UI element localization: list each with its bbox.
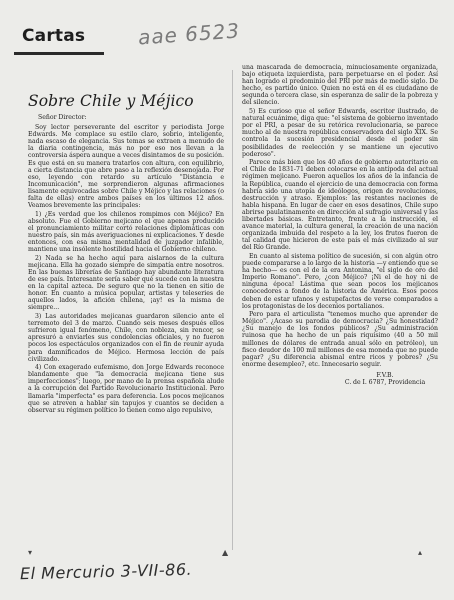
signature-block (242, 372, 438, 386)
article-column-right (242, 64, 438, 386)
paragraph: Pero para el articulista "tenemos mucho que aprender de Méjico". ¿Acaso su parodia de democracia? ¿Su honestidad? ¿Su manejo de los fondos públicos? ¿Su administración ruinosa que ha hecho de un país riquísimo (40 a 50 mil millones de dólares de entrada anual sólo en petróleo), un fisco deudor de 100 mil millones de esa moneda que no puede pagar? ¿Su diferencia abismal entre ricos y pobres? ¿Su enorme desempleo?, etc. Innecesario seguir. (242, 311, 438, 368)
archive-handwritten-note: aae 6523 (137, 18, 241, 50)
article-column-left (28, 114, 224, 415)
paragraph: Parece más bien que los 40 años de gobierno autoritario en el Chile de 1831-71 deben colocarse en la antípoda del actual régimen mejicano. Fueron aquellos los años de la infancia de la República, cuando el ejercicio de una democracia con forma habría sido una utopía de ideólogos, origen de revoluciones, destrucción y atraso. Ejemplos: las restantes naciones de habla hispana. En lugar de caer en esos desatinos, Chile supo abrirse paulatinamente en dirección al sufragio universal y las libertades básicas. Entretanto, frente a la instrucción, el avance material, la cultura general, la creación de una nación organizada imbuida del respeto a la ley, los frutos fueron de tal calidad que hicieron de este país el más civilizado al sur del Río Grande. (242, 159, 438, 252)
paragraph: 3) Las autoridades mejicanas guardaron silencio ante el terremoto del 3 de marzo. Cuando seis meses después ellos sufrieron igual fenómeno, Chile, con nobleza, sin rencor, se apresuró a enviarles sus condolencias oficiales, y no fueron pocos los espectáculos organizados con el fin de reunir ayuda para damnificados de Méjico. Hermosa lección de país civilizado. (28, 313, 224, 363)
print-mark-icon: ▲ (222, 548, 229, 557)
paragraph: 1) ¿Es verdad que los chilenos rompimos con Méjico? En absoluto. Fue el Gobierno mejicano el que apenas producido el pronunciamiento militar cortó relaciones diplomáticas con nuestro país, sin más averiguaciones ni explicaciones. Y desde entonces, con esa misma mentalidad de juzgador infalible, mantiene una insólente hostilidad hacia el Gobierno chileno. (28, 210, 224, 254)
article-headline: Sobre Chile y Méjico (28, 92, 194, 110)
paragraph: 4) Con exagerado eufemismo, don Jorge Edwards reconoce blandamente que "la democracia mejicana tiene sus imperfecciones"; luego, por mano de la prensa española alude a la corrupción del Partido Revolucionario Institucional. Pero llamarla "imperfecta" es para deferencia. Los pocos mejicanos que se atreven a hablar sin tapujos y cuantos se deciden a observar su régimen político lo tienen como algo repulsivo, (28, 364, 224, 414)
signature-id: C. de I. 6787, Providencia (344, 379, 426, 387)
paragraph: Soy lector perseverante del escritor y periodista Jorge Edwards. Me complace su estilo claro, sobrio, inteligente, nada escaso de elegancia. Sus temas se extraen a menudo de la diaria contingencia, más no por eso nos llevan a la controversia áspera aunque a veces disintamos de su posición. Es que está en su manera tratarlos con altura, con equilibrio, a cierta distancia que abre paso a la reflexión desenojada. Por eso, leyendo con retardo su artículo "Distancia e Incomunicación", me sorprendieron algunas afirmaciones lisamente equivocadas sobre Chile y Méjico y las relaciones (o falta de ellas) entre ambos países en los últimos 12 años. Veamos brevemente las principales: (28, 124, 224, 210)
print-mark-icon: ▴ (418, 548, 423, 557)
salutation: Señor Director: (38, 114, 87, 121)
paragraph: una mascarada de democracia, minuciosamente organizada, bajo etiqueta izquierdista, para perpetuarse en el poder. Así han logrado el predominio del PRI por más de medio siglo. De hecho, es partido único. Quien no está en él es ciudadano de segunda o tercera clase, sin esperanza de salir de la pobreza y del silencio. (242, 64, 438, 107)
paragraph: 2) Nada se ha hecho aquí para aislarnos de la cultura mejicana. Ella ha gozado siempre de simpatía entre nosotros. En las buenas librerías de Santiago hay abundante literatura de ese país. Interesante sería saber qué sucede con la nuestra en la capital azteca. De seguro que no la tienen en sitio de honor. En cuanto a música popular, artistas y teleseries de aquellos lados, la afición chilena, ¡ay! es la misma de siempre... (28, 254, 224, 312)
section-rule (14, 52, 104, 55)
signature-initials: F.V.B. (376, 371, 394, 379)
column-divider (232, 70, 233, 550)
print-mark-icon: ▾ (28, 548, 33, 557)
paragraph: 5) Es curioso que el señor Edwards, escritor ilustrado, de natural ecuánime, diga que: "el sistema de gobierno inventado por el PRI, a pesar de su retórica revolucionaria, se parece mucho al de nuestra república conservadora del siglo XIX. Se controla la sucesión presidencial desde el poder sin posibilidades de reelección y se mantiene un ejecutivo poderoso". (242, 108, 438, 158)
handwritten-date-note: El Mercurio 3-VII-86. (19, 559, 193, 584)
paragraph: En cuanto al sistema político de sucesión, si con algún otro puede compararse a lo largo de la historia —y entiendo que se ha hecho— es con el de la era Antonina, "el siglo de oro del Imperio Romano". Pero, ¿con Méjico? ¡Ni el de hoy ni de ninguna época! Lástima que sean pocos los mejicanos conocedores a fondo de la historia de América. Esos pocos deben de estar ufanos y estupefactos de verse comparados a los protagonistas de los decenios portalianos. (242, 252, 438, 310)
section-title: Cartas (22, 26, 86, 46)
